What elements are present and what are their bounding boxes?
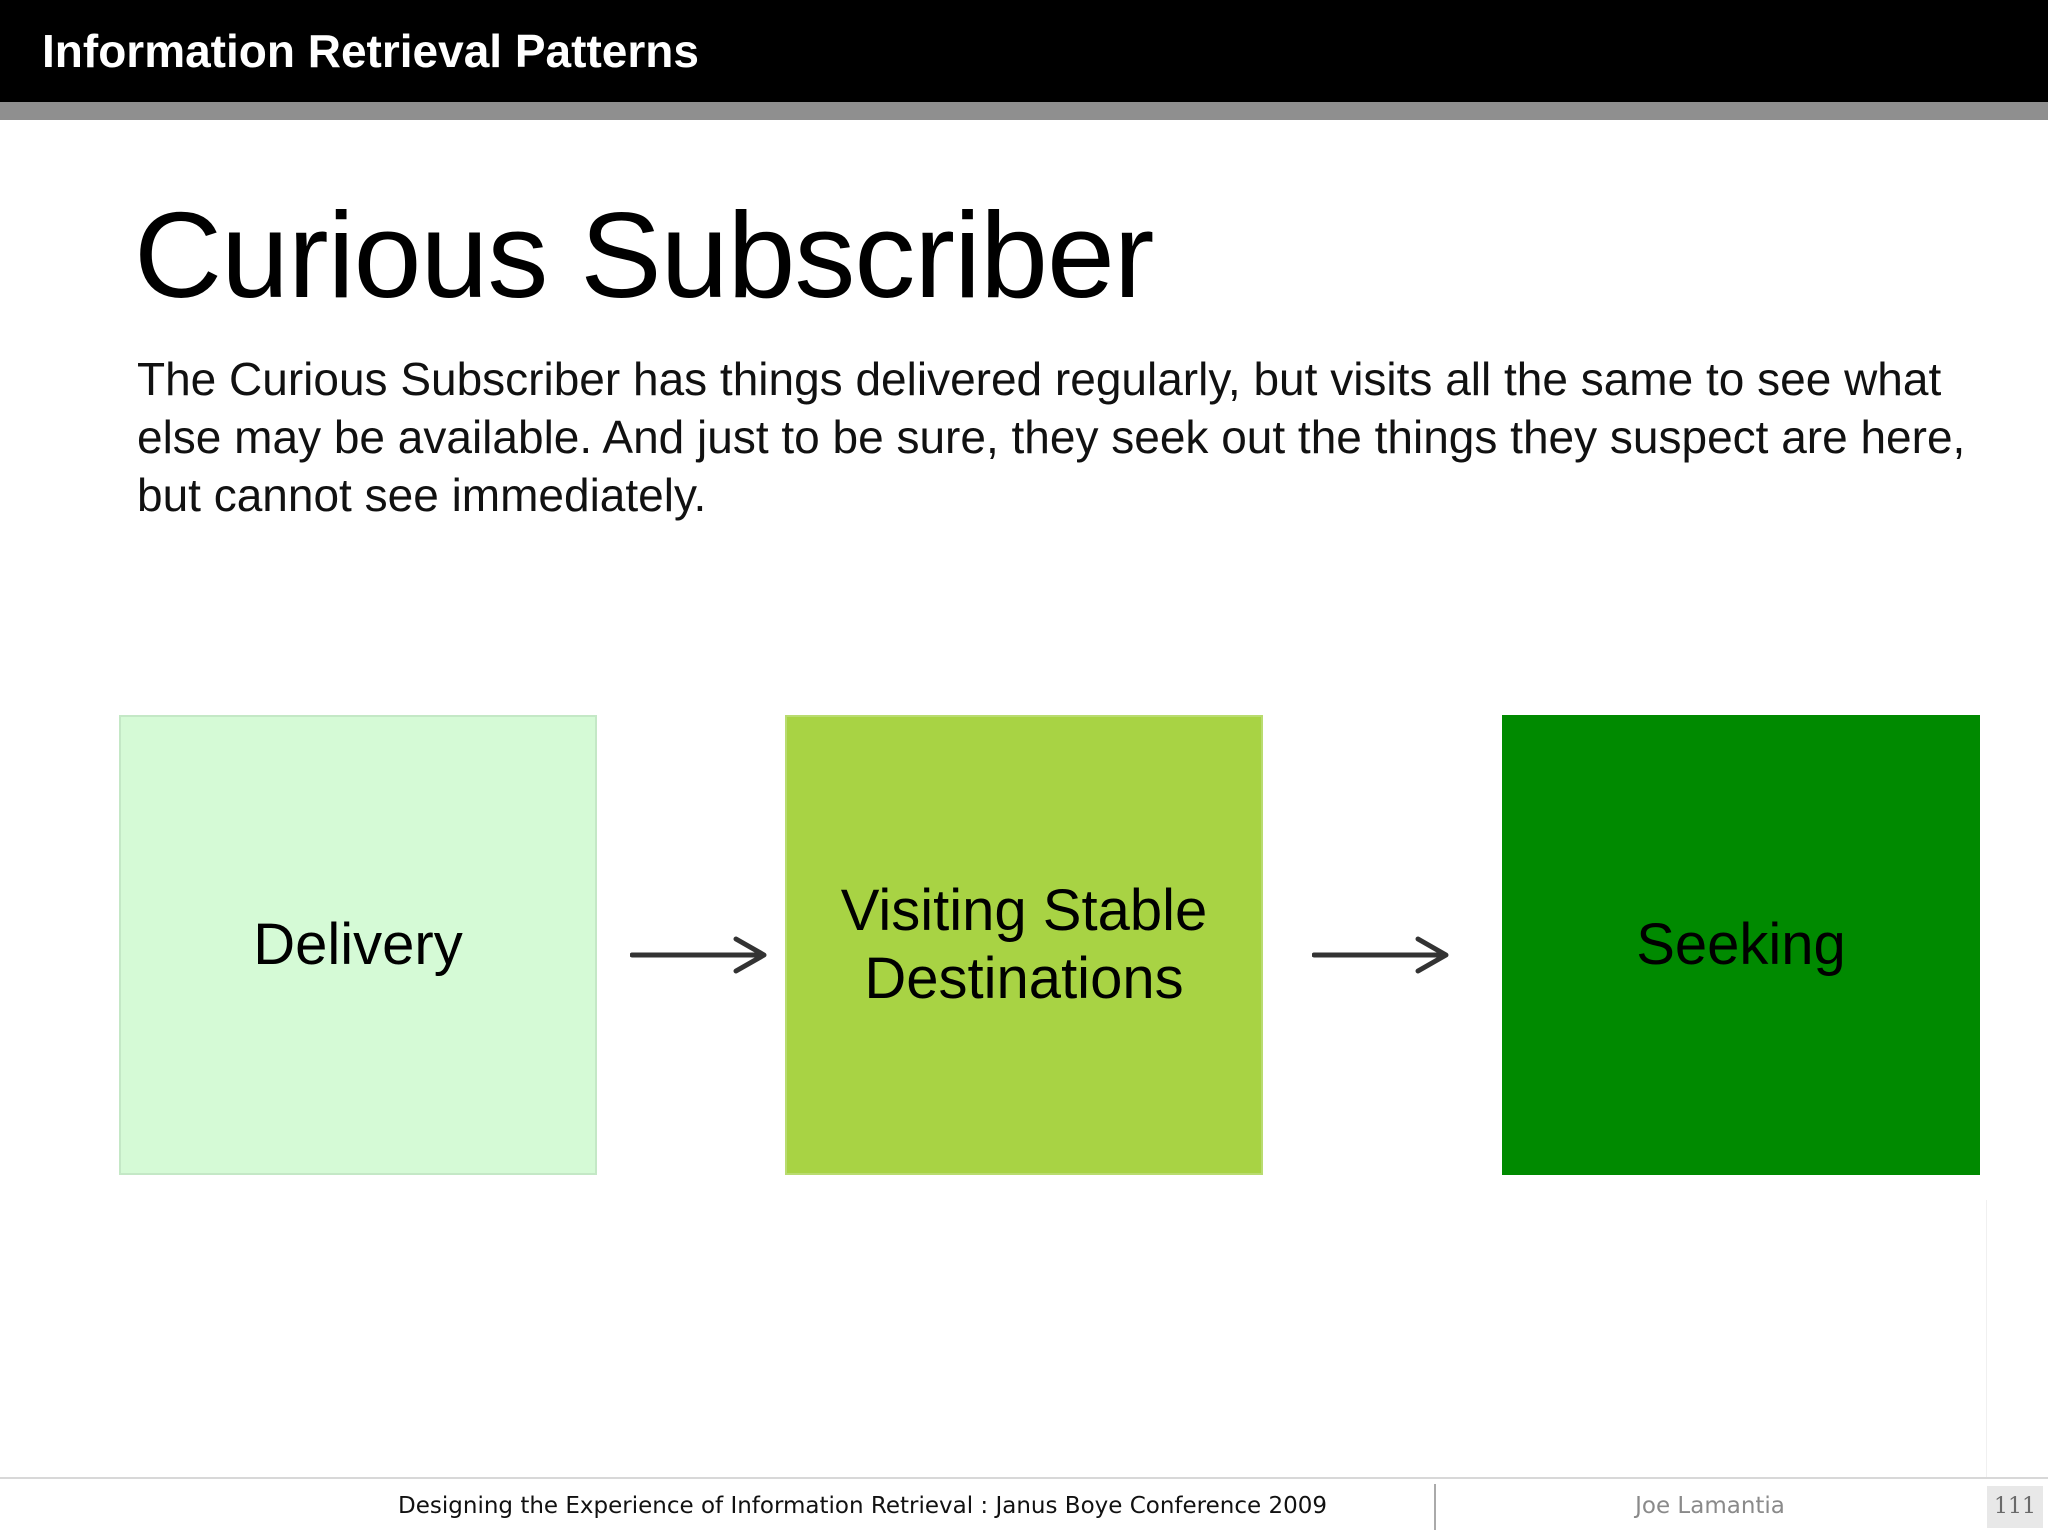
footer-author: Joe Lamantia: [1635, 1493, 1785, 1519]
visiting-stable-destinations-box: [785, 715, 1263, 1175]
header-bar: [0, 0, 2048, 102]
footer-rule: [0, 1477, 2048, 1479]
header-stripe: [0, 102, 2048, 120]
visiting-label-line-1: Visiting Stable: [840, 878, 1208, 943]
visiting-label-line-2: Destinations: [864, 946, 1184, 1011]
slide-body-text: The Curious Subscriber has things delivered regularly, but visits all the same to see what else may be available. And just to be sure, they seek out the things they suspect are here, but cannot see immediately.: [137, 353, 1966, 521]
arrow-right-icon: [1312, 935, 1452, 975]
slide-body: [137, 350, 1977, 524]
delivery-box: [119, 715, 597, 1175]
visiting-stable-destinations-label: [841, 877, 1208, 1013]
page-number: 111: [1987, 1486, 2043, 1528]
right-edge-line: [1986, 1200, 1987, 1477]
delivery-label: Delivery: [253, 912, 463, 977]
slide-title: Curious Subscriber: [134, 187, 1154, 323]
footer-conference-text: Designing the Experience of Information Retrieval : Janus Boye Conference 2009: [398, 1493, 1327, 1519]
seeking-box: [1502, 715, 1980, 1175]
header-title: Information Retrieval Patterns: [42, 25, 699, 77]
seeking-label: Seeking: [1636, 912, 1846, 977]
arrow-right-icon: [630, 935, 770, 975]
